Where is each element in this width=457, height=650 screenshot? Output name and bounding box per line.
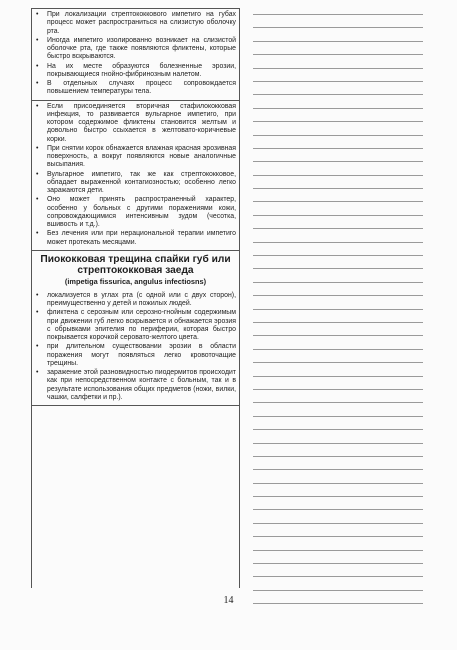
note-line <box>253 242 423 243</box>
note-line <box>253 496 423 497</box>
note-line <box>253 443 423 444</box>
bullet-list-2 <box>35 103 236 247</box>
list-item: • при длительном существовании эрозии в области поражения могут появляться легко кровоточащие трещины. <box>35 343 236 368</box>
note-line <box>253 255 423 256</box>
note-line <box>253 335 423 336</box>
note-line <box>253 14 423 15</box>
list-item: • Если присоединяется вторичная стафилококковая инфекция, то развивается вульгарное импетиго, при котором содержимое фликтены становится желтым и довольно быстро ссыхается в желтовато-коричневые корки. <box>35 103 236 144</box>
note-line <box>253 483 423 484</box>
note-line <box>253 54 423 55</box>
note-line <box>253 416 423 417</box>
note-line <box>253 135 423 136</box>
page-number: 14 <box>223 595 234 606</box>
note-line <box>253 429 423 430</box>
note-line <box>253 201 423 202</box>
note-line <box>253 282 423 283</box>
note-line <box>253 215 423 216</box>
note-line <box>253 536 423 537</box>
note-line <box>253 523 423 524</box>
bullet-list-1 <box>35 11 236 97</box>
list-item: • На их месте образуются болезненные эрозии, покрывающиеся гнойно-фибринозным налетом. <box>35 63 236 80</box>
note-line <box>253 161 423 162</box>
list-item: • Без лечения или при нерациональной терапии импетиго может протекать месяцами. <box>35 230 236 247</box>
note-line <box>253 563 423 564</box>
note-line <box>253 456 423 457</box>
note-line <box>253 295 423 296</box>
note-line <box>253 27 423 28</box>
list-item: • При снятии корок обнажается влажная красная эрозивная поверхность, а вокруг появляются новые аналогичные высыпания. <box>35 145 236 170</box>
note-line <box>253 322 423 323</box>
box-vulgar-impetigo <box>32 101 239 251</box>
box-angular-cheilitis <box>32 251 239 406</box>
bullet-list-3 <box>35 292 236 402</box>
note-line <box>253 81 423 82</box>
note-line <box>253 590 423 591</box>
note-line <box>253 469 423 470</box>
note-line <box>253 108 423 109</box>
note-line <box>253 376 423 377</box>
section-subtitle: (impetiga fissurica, angulus infectiosns) <box>64 276 207 286</box>
note-line <box>253 509 423 510</box>
note-line <box>253 148 423 149</box>
text-column <box>31 8 240 588</box>
note-lines <box>253 14 423 617</box>
note-line <box>253 550 423 551</box>
note-line <box>253 94 423 95</box>
note-line <box>253 349 423 350</box>
list-item: • фликтена с серозным или серозно-гнойным содержимым при движении губ легко вскрывается и обнажается эрозия с обрывками эпителия по периферии, которая быстро покрывается корочкой серовато-желтого цвета. <box>35 309 236 342</box>
note-line <box>253 188 423 189</box>
list-item: • Оно может принять распространенный характер, особенно у больных с другими поражениями кожи, сопровождающимися интенсивным зудом (чесотка, вшивость и т.д.). <box>35 196 236 229</box>
note-line <box>253 68 423 69</box>
note-line <box>253 402 423 403</box>
list-item: • заражение этой разновидностью пиодермитов происходит как при непосредственном контакте с больным, так и в результате использования общих предметов (ножи, вилки, чашки, салфетки и пр.). <box>35 369 236 402</box>
list-item: • При локализации стрептококкового импетиго на губах процесс может распространиться на слизистую оболочку рта. <box>35 11 236 36</box>
note-line <box>253 41 423 42</box>
note-line <box>253 362 423 363</box>
note-line <box>253 389 423 390</box>
list-item: • Иногда импетиго изолированно возникает на слизистой оболочке рта, где также появляются фликтены, которые быстро вскрываются. <box>35 37 236 62</box>
list-item: • Вульгарное импетиго, так же как стрептококковое, обладает выраженной контагиозностью; особенно легко заражаются дети. <box>35 171 236 196</box>
note-line <box>253 268 423 269</box>
list-item: • локализуется в углах рта (с одной или с двух сторон), преимущественно у детей и пожилых людей. <box>35 292 236 309</box>
note-line <box>253 576 423 577</box>
list-item: • В отдельных случаях процесс сопровождается повышением температуры тела. <box>35 80 236 97</box>
note-line <box>253 228 423 229</box>
note-line <box>253 309 423 310</box>
section-title: Пиококковая трещина спайки губ или стрептококковая заеда <box>40 253 231 277</box>
box-stretococcal-impetigo <box>32 8 239 101</box>
note-line <box>253 121 423 122</box>
note-line <box>253 175 423 176</box>
